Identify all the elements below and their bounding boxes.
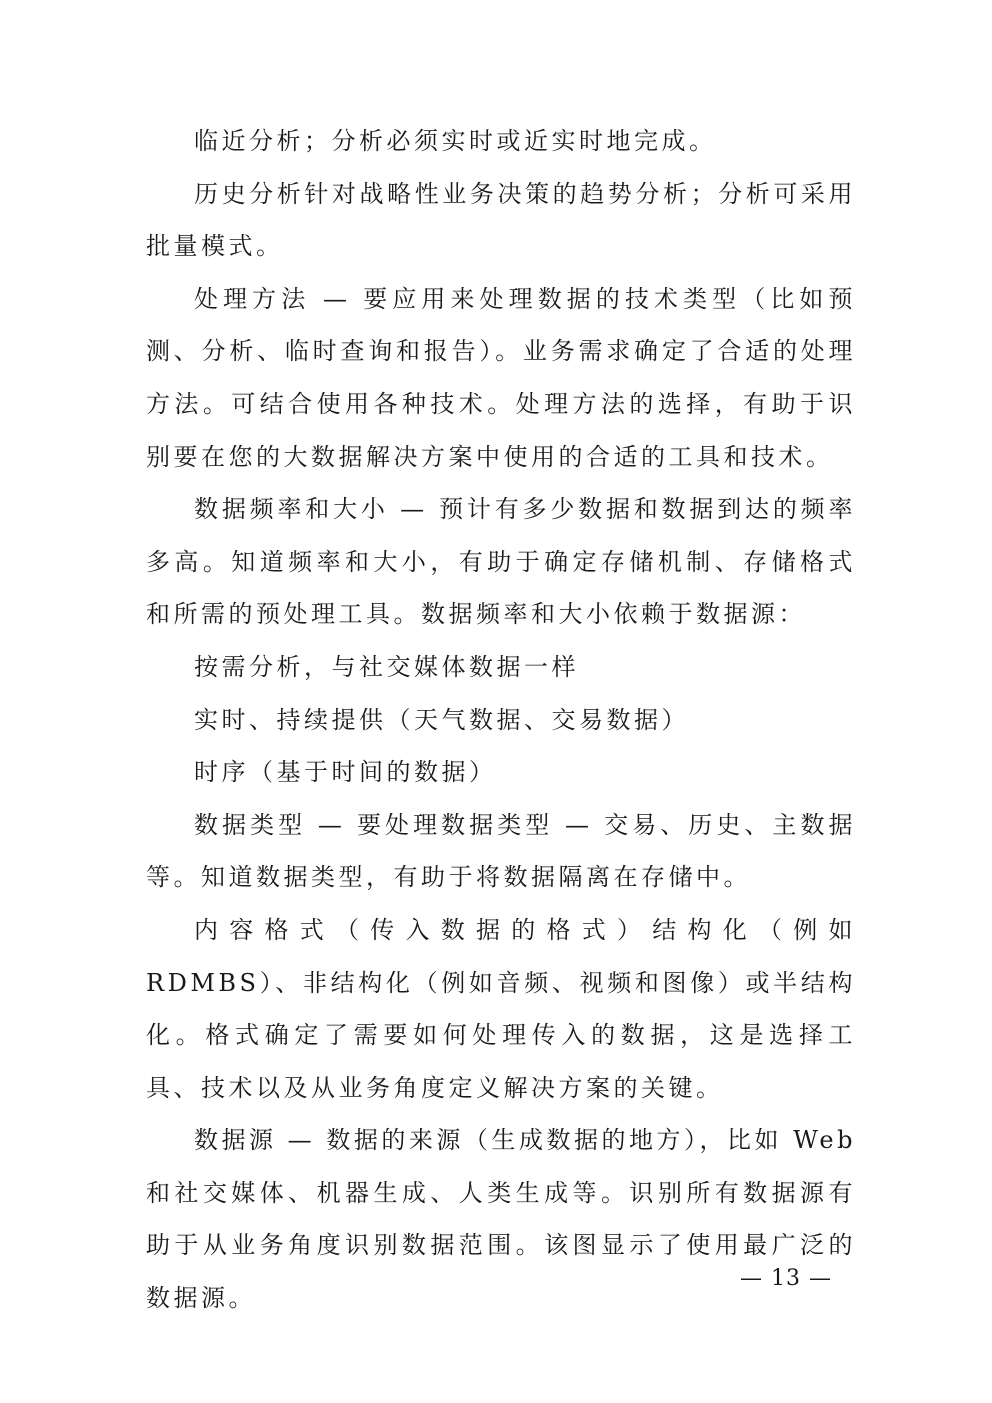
paragraph-on-demand: 按需分析，与社交媒体数据一样 bbox=[194, 652, 579, 681]
paragraph-data-frequency: 数据频率和大小 — 预计有多少数据和数据到达的频率多高。知道频率和大小，有助于确定存储机制、存储格式和所需的预处理工具。数据频率和大小依赖于数据源： bbox=[146, 495, 856, 629]
paragraph-realtime-analysis: 临近分析；分析必须实时或近实时地完成。 bbox=[194, 127, 717, 155]
document-body bbox=[146, 115, 856, 1325]
paragraph-realtime-feed: 实时、持续提供（天气数据、交易数据） bbox=[194, 705, 689, 734]
paragraph-data-type: 数据类型 — 要处理数据类型 — 交易、历史、主数据等。知道数据类型，有助于将数据隔离在存储中。 bbox=[146, 810, 856, 892]
page-number: — 13 — bbox=[740, 1266, 832, 1291]
paragraph-data-source: 数据源 — 数据的来源（生成数据的地方），比如 Web 和社交媒体、机器生成、人类生成等。识别所有数据源有助于从业务角度识别数据范围。该图显示了使用最广泛的数据源。 bbox=[146, 1126, 856, 1313]
paragraph-time-series: 时序（基于时间的数据） bbox=[194, 758, 497, 787]
paragraph-content-format: 内容格式（传入数据的格式）结构化（例如 RDMBS）、非结构化（例如音频、视频和图像）或半结构化。格式确定了需要如何处理传入的数据，这是选择工具、技术以及从业务角度定义解决方案的关键。 bbox=[146, 915, 856, 1102]
paragraph-historical-analysis: 历史分析针对战略性业务决策的趋势分析；分析可采用批量模式。 bbox=[146, 179, 856, 261]
paragraph-processing-method: 处理方法 — 要应用来处理数据的技术类型（比如预测、分析、临时查询和报告）。业务需求确定了合适的处理方法。可结合使用各种技术。处理方法的选择，有助于识别要在您的大数据解决方案中使用的合适的工具和技术。 bbox=[146, 284, 856, 471]
